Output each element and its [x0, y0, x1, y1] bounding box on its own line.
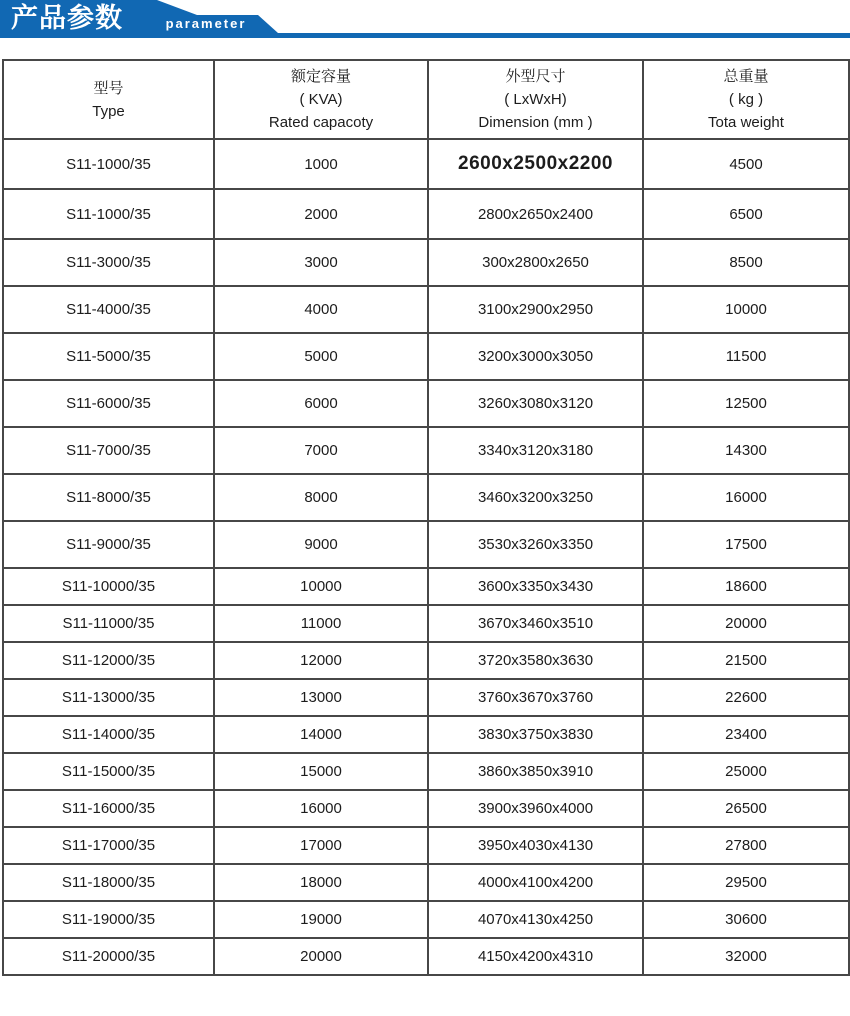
table-cell: S11-16000/35 — [3, 790, 214, 827]
table-row — [3, 521, 849, 568]
table-row — [3, 864, 849, 901]
section-banner — [0, 0, 850, 38]
table-row — [3, 605, 849, 642]
table-cell: 25000 — [643, 753, 849, 790]
table-cell: S11-14000/35 — [3, 716, 214, 753]
column-header-line: ( LxWxH) — [504, 91, 567, 108]
table-cell: 26500 — [643, 790, 849, 827]
table-row — [3, 938, 849, 975]
table-cell: S11-12000/35 — [3, 642, 214, 679]
table-cell: 300x2800x2650 — [428, 239, 643, 286]
table-cell: 32000 — [643, 938, 849, 975]
table-cell: 10000 — [214, 568, 428, 605]
table-cell: 21500 — [643, 642, 849, 679]
banner-title: 产品参数 — [11, 3, 123, 33]
table-cell: 3530x3260x3350 — [428, 521, 643, 568]
table-cell: 23400 — [643, 716, 849, 753]
table-row — [3, 239, 849, 286]
table-cell: 9000 — [214, 521, 428, 568]
column-header — [428, 60, 643, 139]
table-cell: 7000 — [214, 427, 428, 474]
table-cell: 15000 — [214, 753, 428, 790]
table-cell: 16000 — [643, 474, 849, 521]
column-header — [643, 60, 849, 139]
column-header-line: 外型尺寸 — [505, 68, 566, 85]
table-cell: 3900x3960x4000 — [428, 790, 643, 827]
table-cell: 30600 — [643, 901, 849, 938]
table-cell: 3950x4030x4130 — [428, 827, 643, 864]
table-row — [3, 679, 849, 716]
table-cell: 4500 — [643, 139, 849, 189]
table-row — [3, 380, 849, 427]
table-cell: 2600x2500x2200 — [428, 139, 643, 189]
column-header-line: ( KVA) — [299, 91, 343, 108]
table-row — [3, 189, 849, 239]
table-row — [3, 642, 849, 679]
table-row — [3, 286, 849, 333]
table-cell: S11-6000/35 — [3, 380, 214, 427]
table-row — [3, 827, 849, 864]
table-row — [3, 139, 849, 189]
table-cell: 8500 — [643, 239, 849, 286]
table-cell: 27800 — [643, 827, 849, 864]
table-cell: S11-20000/35 — [3, 938, 214, 975]
table-cell: 12500 — [643, 380, 849, 427]
column-header — [3, 60, 214, 139]
column-header-line: Dimension (mm ) — [478, 114, 593, 131]
column-header-line: Type — [92, 102, 125, 120]
column-header-line: 型号 — [93, 79, 124, 97]
table-cell: S11-7000/35 — [3, 427, 214, 474]
table-cell: S11-1000/35 — [3, 139, 214, 189]
table-cell: 4000x4100x4200 — [428, 864, 643, 901]
parameters-table — [2, 59, 850, 976]
table-cell: 22600 — [643, 679, 849, 716]
table-cell: 4000 — [214, 286, 428, 333]
table-row — [3, 790, 849, 827]
table-cell: 11000 — [214, 605, 428, 642]
table-cell: S11-3000/35 — [3, 239, 214, 286]
table-cell: 20000 — [643, 605, 849, 642]
table-cell: 3760x3670x3760 — [428, 679, 643, 716]
table-cell: 6000 — [214, 380, 428, 427]
table-row — [3, 716, 849, 753]
table-row — [3, 427, 849, 474]
table-cell: 4150x4200x4310 — [428, 938, 643, 975]
table-cell: S11-19000/35 — [3, 901, 214, 938]
table-cell: S11-9000/35 — [3, 521, 214, 568]
column-header-line: Rated capacoty — [268, 114, 374, 131]
table-cell: 2800x2650x2400 — [428, 189, 643, 239]
table-cell: 3340x3120x3180 — [428, 427, 643, 474]
table-row — [3, 474, 849, 521]
table-cell: 14000 — [214, 716, 428, 753]
table-cell: S11-8000/35 — [3, 474, 214, 521]
table-cell: 3460x3200x3250 — [428, 474, 643, 521]
table-cell: 18600 — [643, 568, 849, 605]
table-cell: 2000 — [214, 189, 428, 239]
table-cell: 16000 — [214, 790, 428, 827]
table-cell: 14300 — [643, 427, 849, 474]
table-cell: 3670x3460x3510 — [428, 605, 643, 642]
table-cell: 6500 — [643, 189, 849, 239]
table-cell: 12000 — [214, 642, 428, 679]
column-header-line: ( kg ) — [728, 91, 764, 108]
table-row — [3, 901, 849, 938]
column-header-line: Tota weight — [708, 114, 784, 131]
table-cell: 19000 — [214, 901, 428, 938]
table-cell: S11-11000/35 — [3, 605, 214, 642]
table-cell: 17500 — [643, 521, 849, 568]
table-cell: S11-10000/35 — [3, 568, 214, 605]
banner-ribbon-polygon — [0, 0, 850, 38]
table-cell: 1000 — [214, 139, 428, 189]
table-row — [3, 753, 849, 790]
table-cell: 18000 — [214, 864, 428, 901]
table-cell: 11500 — [643, 333, 849, 380]
table-cell: S11-17000/35 — [3, 827, 214, 864]
table-cell: 3000 — [214, 239, 428, 286]
table-cell: 17000 — [214, 827, 428, 864]
column-header — [214, 60, 428, 139]
table-cell: S11-15000/35 — [3, 753, 214, 790]
table-cell: S11-13000/35 — [3, 679, 214, 716]
table-cell: 3860x3850x3910 — [428, 753, 643, 790]
banner-subtitle: parameter — [165, 16, 247, 31]
table-cell: 3600x3350x3430 — [428, 568, 643, 605]
table-cell: 8000 — [214, 474, 428, 521]
column-header-line: 额定容量 — [290, 68, 351, 85]
table-cell: 10000 — [643, 286, 849, 333]
table-header-row — [3, 60, 849, 139]
table-cell: 29500 — [643, 864, 849, 901]
table-cell: S11-5000/35 — [3, 333, 214, 380]
table-cell: S11-4000/35 — [3, 286, 214, 333]
table-cell: 5000 — [214, 333, 428, 380]
table-cell: 13000 — [214, 679, 428, 716]
table-cell: 3100x2900x2950 — [428, 286, 643, 333]
banner-ribbon-shape — [0, 0, 850, 38]
table-cell: 20000 — [214, 938, 428, 975]
table-cell: 3830x3750x3830 — [428, 716, 643, 753]
table-cell: S11-18000/35 — [3, 864, 214, 901]
table-row — [3, 333, 849, 380]
table-cell: 3260x3080x3120 — [428, 380, 643, 427]
column-header-line: 总重量 — [723, 68, 769, 85]
table-cell: S11-1000/35 — [3, 189, 214, 239]
table-row — [3, 568, 849, 605]
table-cell: 3200x3000x3050 — [428, 333, 643, 380]
table-cell: 4070x4130x4250 — [428, 901, 643, 938]
table-cell: 3720x3580x3630 — [428, 642, 643, 679]
